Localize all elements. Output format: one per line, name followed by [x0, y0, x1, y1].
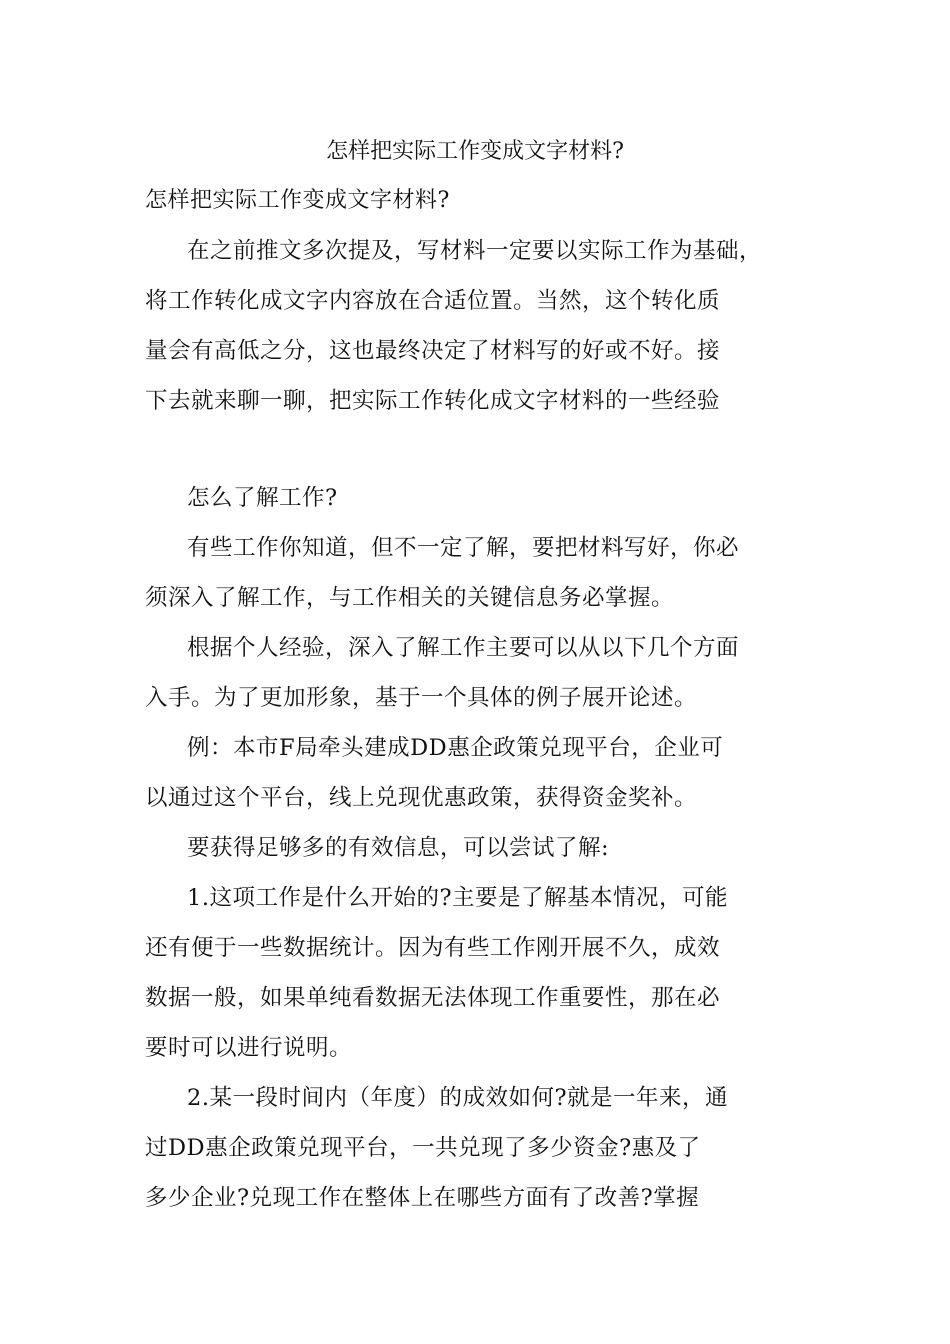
intro-line-1: 在之前推文多次提及，写材料一定要以实际工作为基础， — [187, 238, 763, 264]
section-heading: 怎么了解工作? — [187, 485, 338, 511]
intro-line-3: 量会有高低之分，这也最终决定了材料写的好或不好。接 — [145, 338, 721, 364]
para2-line-1: 根据个人经验，深入了解工作主要可以从以下几个方面 — [187, 635, 740, 661]
item1-line-3: 数据一般，如果单纯看数据无法体现工作重要性，那在必 — [145, 985, 721, 1011]
document-subtitle: 怎样把实际工作变成文字材料? — [145, 188, 450, 213]
item2-line-1: 2.某一段时间内（年度）的成效如何?就是一年来，通 — [187, 1085, 729, 1111]
para1-line-1: 有些工作你知道，但不一定了解，要把材料写好，你必 — [187, 535, 740, 561]
para3-line-1: 例：本市F局牵头建成DD惠企政策兑现平台，企业可 — [187, 735, 724, 761]
para4-line: 要获得足够多的有效信息，可以尝试了解: — [187, 835, 610, 861]
item2-line-3: 多少企业?兑现工作在整体上在哪些方面有了改善?掌握 — [145, 1185, 700, 1211]
item1-line-1: 1.这项工作是什么开始的?主要是了解基本情况，可能 — [187, 885, 729, 911]
para1-line-2: 须深入了解工作，与工作相关的关键信息务必掌握。 — [145, 585, 675, 611]
document-title: 怎样把实际工作变成文字材料? — [326, 139, 624, 164]
para3-line-2: 以通过这个平台，线上兑现优惠政策，获得资金奖补。 — [145, 785, 698, 811]
para2-line-2: 入手。为了更加形象，基于一个具体的例子展开论述。 — [145, 685, 698, 711]
item1-line-2: 还有便于一些数据统计。因为有些工作刚开展不久，成效 — [145, 935, 721, 961]
intro-line-2: 将工作转化成文字内容放在合适位置。当然，这个转化质 — [145, 288, 721, 314]
intro-line-4: 下去就来聊一聊，把实际工作转化成文字材料的一些经验 — [145, 388, 721, 414]
item2-line-2: 过DD惠企政策兑现平台，一共兑现了多少资金?惠及了 — [145, 1135, 701, 1161]
item1-line-4: 要时可以进行说明。 — [145, 1035, 353, 1061]
